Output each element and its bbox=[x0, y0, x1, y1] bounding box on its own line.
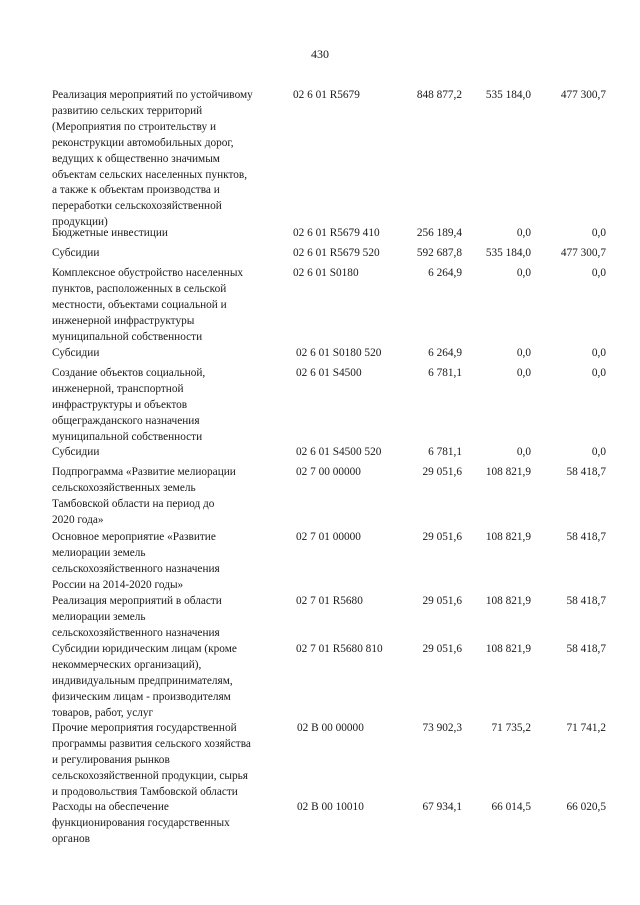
row-value-3: 477 300,7 bbox=[560, 247, 606, 259]
row-description: Подпрограмма «Развитие мелиорации сельскохозяйственных земель Тамбовской области на период до 2020 года» bbox=[52, 466, 236, 526]
row-value-1: 67 934,1 bbox=[422, 801, 462, 813]
row-value-1: 29 051,6 bbox=[422, 466, 462, 478]
row-value-2: 0,0 bbox=[516, 347, 531, 359]
row-value-3: 58 418,7 bbox=[566, 595, 606, 607]
row-value-3: 58 418,7 bbox=[566, 531, 606, 543]
row-value-2: 71 735,2 bbox=[491, 722, 531, 734]
row-description: Субсидии bbox=[52, 247, 100, 259]
row-code: 02 В 00 00000 bbox=[297, 722, 364, 734]
row-value-3: 58 418,7 bbox=[566, 466, 606, 478]
row-description: Основное мероприятие «Развитие мелиорации земель сельскохозяйственного назначения России на 2014-2020 годы» bbox=[52, 531, 220, 591]
row-value-3: 0,0 bbox=[591, 267, 606, 279]
row-value-2: 0,0 bbox=[516, 267, 531, 279]
row-value-1: 29 051,6 bbox=[422, 595, 462, 607]
row-description: Реализация мероприятий в области мелиорации земель сельскохозяйственного назначения bbox=[52, 595, 222, 639]
row-value-1: 6 781,1 bbox=[428, 446, 462, 458]
row-description: Прочие мероприятия государственной программы развития сельского хозяйства и регулирования рынков сельскохозяйственной продукции, сырья и продовольствия Тамбовской области bbox=[52, 722, 251, 798]
row-value-2: 535 184,0 bbox=[485, 247, 531, 259]
row-code: 02 6 01 S0180 520 bbox=[296, 347, 382, 359]
row-value-2: 108 821,9 bbox=[485, 643, 531, 655]
row-value-1: 848 877,2 bbox=[416, 89, 462, 101]
row-value-2: 535 184,0 bbox=[485, 89, 531, 101]
row-value-1: 73 902,3 bbox=[422, 722, 462, 734]
row-value-1: 29 051,6 bbox=[422, 531, 462, 543]
row-value-1: 592 687,8 bbox=[416, 247, 462, 259]
row-description: Реализация мероприятий по устойчивому развитию сельских территорий (Мероприятия по строительству и реконструкции автомобильных дорог, ведущих к общественно значимым объектам сельских населенных пунктов, а также к объектам производства и переработки сельскохозяйственной продукции) bbox=[52, 89, 253, 229]
row-code: 02 6 01 S4500 bbox=[296, 367, 362, 379]
row-code: 02 В 00 10010 bbox=[297, 801, 364, 813]
row-value-3: 0,0 bbox=[591, 227, 606, 239]
row-value-3: 477 300,7 bbox=[560, 89, 606, 101]
row-description: Субсидии bbox=[52, 446, 100, 458]
row-value-2: 108 821,9 bbox=[485, 466, 531, 478]
row-value-2: 0,0 bbox=[516, 227, 531, 239]
row-value-1: 6 781,1 bbox=[428, 367, 462, 379]
row-value-3: 0,0 bbox=[591, 367, 606, 379]
row-code: 02 6 01 S0180 bbox=[293, 267, 359, 279]
row-value-3: 66 020,5 bbox=[566, 801, 606, 813]
row-value-1: 6 264,9 bbox=[428, 267, 462, 279]
row-code: 02 6 01 S4500 520 bbox=[296, 446, 382, 458]
row-description: Субсидии bbox=[52, 347, 100, 359]
row-value-3: 0,0 bbox=[591, 347, 606, 359]
row-value-1: 256 189,4 bbox=[416, 227, 462, 239]
row-description: Комплексное обустройство населенных пунктов, расположенных в сельской местности, объектами социальной и инженерной инфраструктуры муниципальной собственности bbox=[52, 267, 244, 343]
row-code: 02 7 01 00000 bbox=[296, 531, 361, 543]
row-description: Субсидии юридическим лицам (кроме некоммерческих организаций), индивидуальным предпринимателям, физическим лицам - производителям товаров, работ, услуг bbox=[52, 643, 237, 719]
row-code: 02 6 01 R5679 410 bbox=[293, 227, 380, 239]
row-value-1: 29 051,6 bbox=[422, 643, 462, 655]
row-code: 02 6 01 R5679 bbox=[293, 89, 360, 101]
row-value-2: 108 821,9 bbox=[485, 531, 531, 543]
row-value-3: 71 741,2 bbox=[566, 722, 606, 734]
row-value-3: 58 418,7 bbox=[566, 643, 606, 655]
row-code: 02 7 01 R5680 bbox=[296, 595, 363, 607]
row-code: 02 6 01 R5679 520 bbox=[293, 247, 380, 259]
row-value-2: 0,0 bbox=[516, 446, 531, 458]
row-description: Создание объектов социальной, инженерной, транспортной инфраструктуры и объектов общегражданского назначения муниципальной собственности bbox=[52, 367, 206, 443]
row-value-1: 6 264,9 bbox=[428, 347, 462, 359]
row-value-3: 0,0 bbox=[591, 446, 606, 458]
row-code: 02 7 00 00000 bbox=[296, 466, 361, 478]
row-description: Расходы на обеспечение функционирования государственных органов bbox=[52, 801, 230, 845]
row-value-2: 108 821,9 bbox=[485, 595, 531, 607]
page-number: 430 bbox=[311, 47, 329, 61]
row-code: 02 7 01 R5680 810 bbox=[296, 643, 383, 655]
row-value-2: 0,0 bbox=[516, 367, 531, 379]
row-value-2: 66 014,5 bbox=[491, 801, 531, 813]
row-description: Бюджетные инвестиции bbox=[52, 227, 168, 239]
